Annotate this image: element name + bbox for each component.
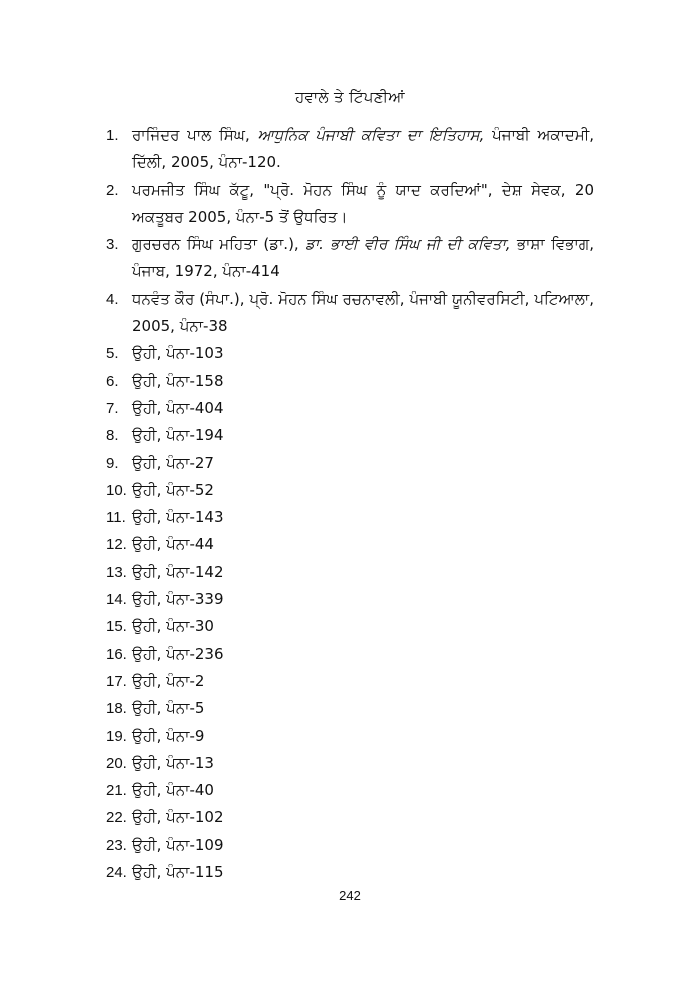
reference-item (106, 504, 594, 531)
reference-number: 16. (106, 645, 127, 663)
reference-number: 13. (106, 563, 127, 581)
reference-item (106, 777, 594, 804)
reference-text (132, 340, 594, 367)
reference-text (132, 477, 594, 504)
reference-text (132, 777, 594, 804)
reference-text-main: ਉਹੀ, ਪੰਨਾ-2 (132, 671, 205, 690)
reference-number: 15. (106, 618, 127, 636)
reference-number: 6. (106, 372, 119, 390)
reference-number: 11. (106, 509, 126, 527)
reference-text-main: ਉਹੀ, ਪੰਨਾ-404 (132, 398, 224, 417)
reference-text-main: ਉਹੀ, ਪੰਨਾ-109 (132, 835, 224, 854)
reference-item (106, 368, 594, 395)
reference-number: 12. (106, 536, 127, 554)
reference-text-main: ਗੁਰਚਰਨ ਸਿੰਘ ਮਹਿਤਾ (ਡਾ.), (132, 235, 306, 254)
reference-number: 3. (106, 236, 119, 254)
reference-item (106, 422, 594, 449)
reference-text (132, 723, 594, 750)
reference-text (132, 613, 594, 640)
reference-item (106, 750, 594, 777)
reference-text-tail: ਭਾਸ਼ਾ ਵਿਭਾਗ, ਪੰਜਾਬ, 1972, ਪੰਨਾ-414 (132, 235, 594, 281)
reference-number: 17. (106, 672, 127, 690)
reference-number: 19. (106, 727, 127, 745)
reference-item (106, 122, 594, 177)
reference-text-main: ਉਹੀ, ਪੰਨਾ-52 (132, 480, 214, 499)
reference-item (106, 723, 594, 750)
reference-text-main: ਰਾਜਿੰਦਰ ਪਾਲ ਸਿੰਘ, (132, 126, 258, 144)
reference-work-title: ਆਧੁਨਿਕ ਪੰਜਾਬੀ ਕਵਿਤਾ ਦਾ ਇਤਿਹਾਸ, (257, 126, 485, 144)
reference-text-main: ਉਹੀ, ਪੰਨਾ-5 (132, 699, 205, 718)
reference-text-main: ਉਹੀ, ਪੰਨਾ-30 (132, 617, 214, 636)
page-number: 242 (339, 888, 361, 903)
reference-item (106, 668, 594, 695)
reference-item (106, 859, 594, 886)
reference-text (132, 641, 594, 668)
reference-text (132, 368, 594, 395)
reference-number: 10. (106, 481, 127, 499)
reference-item (106, 586, 594, 613)
reference-text-main: ਉਹੀ, ਪੰਨਾ-103 (132, 344, 224, 363)
reference-text-main: ਪਰਮਜੀਤ ਸਿੰਘ ਕੱਟੂ, "ਪ੍ਰੋ. ਮੋਹਨ ਸਿੰਘ ਨੂੰ ਯਾਦ ਕਰਦਿਆਂ", ਦੇਸ਼ ਸੇਵਕ, 20 ਅਕਤੂਬਰ 2005, ਪੰਨਾ-5 ਤੋਂ ਉਧਰਿਤ। (132, 180, 594, 226)
reference-text-tail: ਪੰਜਾਬੀ ਅਕਾਦਮੀ, ਦਿੱਲੀ, 2005, ਪੰਨਾ-120. (132, 126, 594, 172)
reference-text (132, 832, 594, 859)
reference-text (132, 531, 594, 558)
reference-text (132, 859, 594, 886)
reference-number: 24. (106, 864, 127, 882)
reference-item (106, 340, 594, 367)
reference-text-main: ਉਹੀ, ਪੰਨਾ-339 (132, 590, 224, 609)
reference-item (106, 559, 594, 586)
reference-number: 1. (106, 127, 119, 144)
reference-text (132, 450, 594, 477)
reference-text-main: ਉਹੀ, ਪੰਨਾ-44 (132, 535, 214, 554)
reference-item (106, 641, 594, 668)
reference-text-main: ਉਹੀ, ਪੰਨਾ-40 (132, 781, 214, 800)
reference-text-main: ਉਹੀ, ਪੰਨਾ-115 (132, 863, 224, 882)
reference-text-main: ਉਹੀ, ਪੰਨਾ-194 (132, 426, 224, 445)
reference-item (106, 832, 594, 859)
reference-number: 14. (106, 591, 127, 609)
reference-item (106, 804, 594, 831)
reference-text-main: ਉਹੀ, ਪੰਨਾ-27 (132, 453, 214, 472)
reference-item (106, 613, 594, 640)
reference-text (132, 750, 594, 777)
page-title: ਹਵਾਲੇ ਤੇ ਟਿੱਪਣੀਆਂ (295, 88, 405, 106)
reference-text (132, 695, 594, 722)
reference-text (132, 559, 594, 586)
reference-number: 4. (106, 290, 119, 308)
reference-text (132, 422, 594, 449)
reference-text (132, 504, 594, 531)
reference-item (106, 395, 594, 422)
reference-text (132, 122, 594, 177)
reference-number: 5. (106, 345, 119, 363)
reference-text-main: ਉਹੀ, ਪੰਨਾ-158 (132, 371, 224, 390)
reference-work-title: ਡਾ. ਭਾਈ ਵੀਰ ਸਿੰਘ ਜੀ ਦੀ ਕਵਿਤਾ, (305, 235, 511, 254)
reference-number: 8. (106, 427, 119, 445)
reference-number: 9. (106, 454, 119, 472)
reference-number: 20. (106, 754, 127, 772)
reference-number: 23. (106, 836, 127, 854)
reference-item (106, 450, 594, 477)
reference-text-main: ਉਹੀ, ਪੰਨਾ-236 (132, 644, 224, 663)
reference-number: 22. (106, 809, 127, 827)
reference-number: 7. (106, 399, 119, 417)
reference-text (132, 586, 594, 613)
reference-item (106, 477, 594, 504)
reference-item (106, 286, 594, 341)
reference-text (132, 177, 594, 232)
reference-text-main: ਉਹੀ, ਪੰਨਾ-13 (132, 753, 214, 772)
reference-item (106, 695, 594, 722)
reference-text-main: ਉਹੀ, ਪੰਨਾ-9 (132, 726, 205, 745)
reference-text (132, 231, 594, 286)
reference-item (106, 177, 594, 232)
reference-item (106, 231, 594, 286)
reference-number: 18. (106, 700, 127, 718)
reference-item (106, 531, 594, 558)
reference-text (132, 286, 594, 341)
reference-text (132, 668, 594, 695)
reference-number: 2. (106, 181, 119, 199)
reference-text-main: ਉਹੀ, ਪੰਨਾ-102 (132, 808, 224, 827)
reference-text-main: ਉਹੀ, ਪੰਨਾ-143 (132, 508, 224, 527)
reference-text-main: ਧਨਵੰਤ ਕੌਰ (ਸੰਪਾ.), ਪ੍ਰੋ. ਮੋਹਨ ਸਿੰਘ ਰਚਨਾਵਲੀ, ਪੰਜਾਬੀ ਯੂਨੀਵਰਸਿਟੀ, ਪਟਿਆਲਾ, 2005, ਪੰਨਾ-38 (132, 289, 594, 336)
reference-number: 21. (106, 782, 127, 800)
reference-text-main: ਉਹੀ, ਪੰਨਾ-142 (132, 562, 224, 581)
reference-list (106, 122, 594, 886)
reference-text (132, 804, 594, 831)
reference-text (132, 395, 594, 422)
